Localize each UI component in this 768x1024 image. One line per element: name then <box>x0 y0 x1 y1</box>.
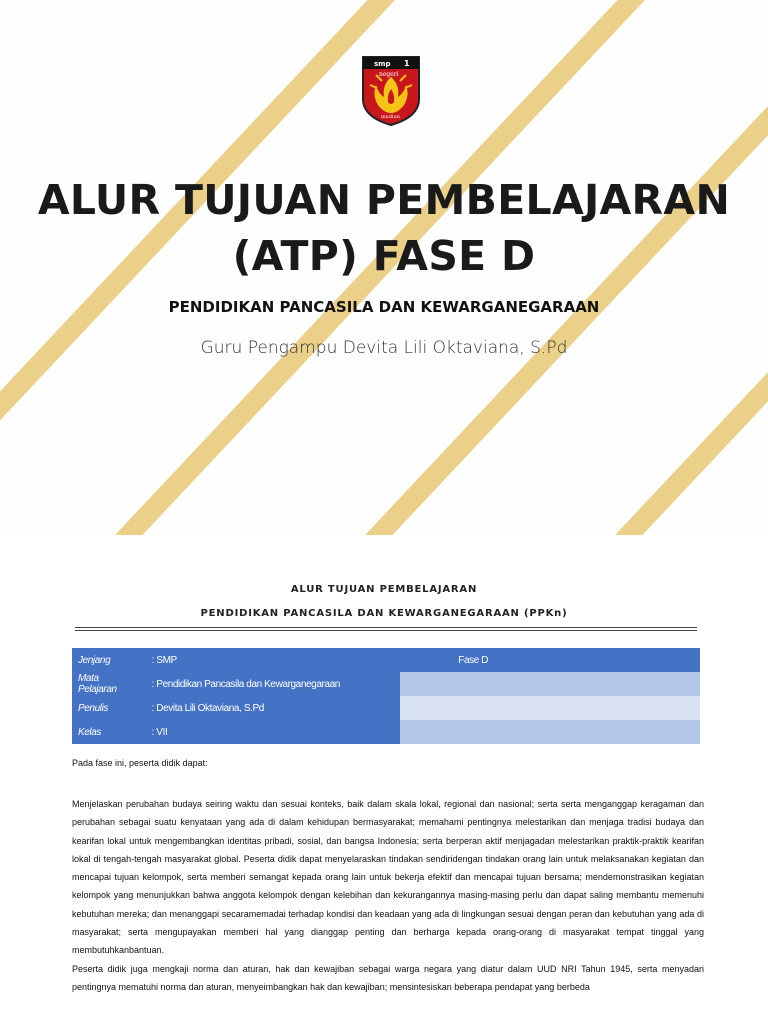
svg-text:madiun: madiun <box>381 114 400 120</box>
info-row-mapel <box>72 672 700 696</box>
paragraph-1: Menjelaskan perubahan budaya seiring waktu dan sesuai konteks, baik dalam skala lokal, regional dan nasional; serta serta menganggap keragaman dan perubahan sebagai suatu kenyataan yang ada di dalam kehidupan bermasyarakat; memahami pentingnya melestarikan dan menjaga tradisi budaya dan kearifan lokal untuk mengembangkan identitas pribadi, sosial, dan bangsa Indonesia; serta berperan aktif menjagadan melestarikan praktik-praktik kearifan lokal di tengah-tengah masyarakat global. Peserta didik dapat menyelaraskan tindakan sendiridengan tindakan orang lain untuk melaksanakan kegiatan dan mencapai tujuan kelompok, serta memberi semangat kepada orang lain untuk bekerja efektif dan mencapai tujuan bersama; mendemonstrasikan kegiatan kelompok yang menunjukkan bahwa anggota kelompok dengan kelebihan dan kekurangannya masing-masing perlu dan dapat saling membantu memenuhi kebutuhan mereka; dan menanggapi secaramemadai terhadap kondisi dan keadaan yang ada di lingkungan sesuai dengan peran dan kebutuhan yang ada di masyarakat; serta mengupayakan memberi hal yang dianggap penting dan berharga kepada orang-orang di masyarakat tempat tinggal yang membutuhkanbantuan. <box>72 799 704 956</box>
body-text <box>72 795 704 996</box>
info-row-kelas <box>72 720 700 744</box>
kelas-right-cell <box>400 720 700 744</box>
fase-text: Fase D <box>458 654 489 666</box>
svg-text:negeri: negeri <box>379 71 399 78</box>
svg-text:1: 1 <box>404 59 410 68</box>
mapel-value: : Pendidikan Pancasila dan Kewarganegaraan <box>146 672 401 696</box>
cover-title <box>0 172 768 284</box>
penulis-right-cell <box>400 696 700 720</box>
cover-teacher: Guru Pengampu Devita Lili Oktaviana, S.Pd <box>200 338 568 358</box>
info-table <box>72 648 700 744</box>
svg-text:smp: smp <box>374 60 391 68</box>
jenjang-value: : SMP <box>146 648 401 672</box>
penulis-value: : Devita Lili Oktaviana, S.Pd <box>146 696 401 720</box>
school-logo <box>360 55 422 127</box>
fase-value <box>400 648 700 672</box>
document-title: ALUR TUJUAN PEMBELAJARAN <box>290 584 478 595</box>
intro-text: Pada fase ini, peserta didik dapat: <box>72 758 208 768</box>
info-row-jenjang <box>72 648 700 672</box>
document-subtitle: PENDIDIKAN PANCASILA DAN KEWARGANEGARAAN (PPKn) <box>200 608 568 619</box>
cover-title-line1: ALUR TUJUAN PEMBELAJARAN <box>37 176 731 224</box>
cover-subject: PENDIDIKAN PANCASILA DAN KEWARGANEGARAAN <box>168 298 600 316</box>
kelas-value: : VII <box>146 720 401 744</box>
mapel-right-cell <box>400 672 700 696</box>
double-divider <box>75 627 697 631</box>
penulis-label: Penulis <box>72 696 146 720</box>
paragraph-2: Peserta didik juga mengkaji norma dan aturan, hak dan kewajiban sebagai warga negara yang diatur dalam UUD NRI Tahun 1945, serta menyadari pentingnya mematuhi norma dan aturan, menyeimbangkan hak dan kewajiban; mensintesiskan beberapa pendapat yang berbeda <box>72 963 704 992</box>
jenjang-label: Jenjang <box>72 648 146 672</box>
info-row-penulis <box>72 696 700 720</box>
cover-title-line2: (ATP) FASE D <box>232 232 536 280</box>
kelas-label: Kelas <box>72 720 146 744</box>
mapel-label: Mata Pelajaran <box>72 672 146 696</box>
